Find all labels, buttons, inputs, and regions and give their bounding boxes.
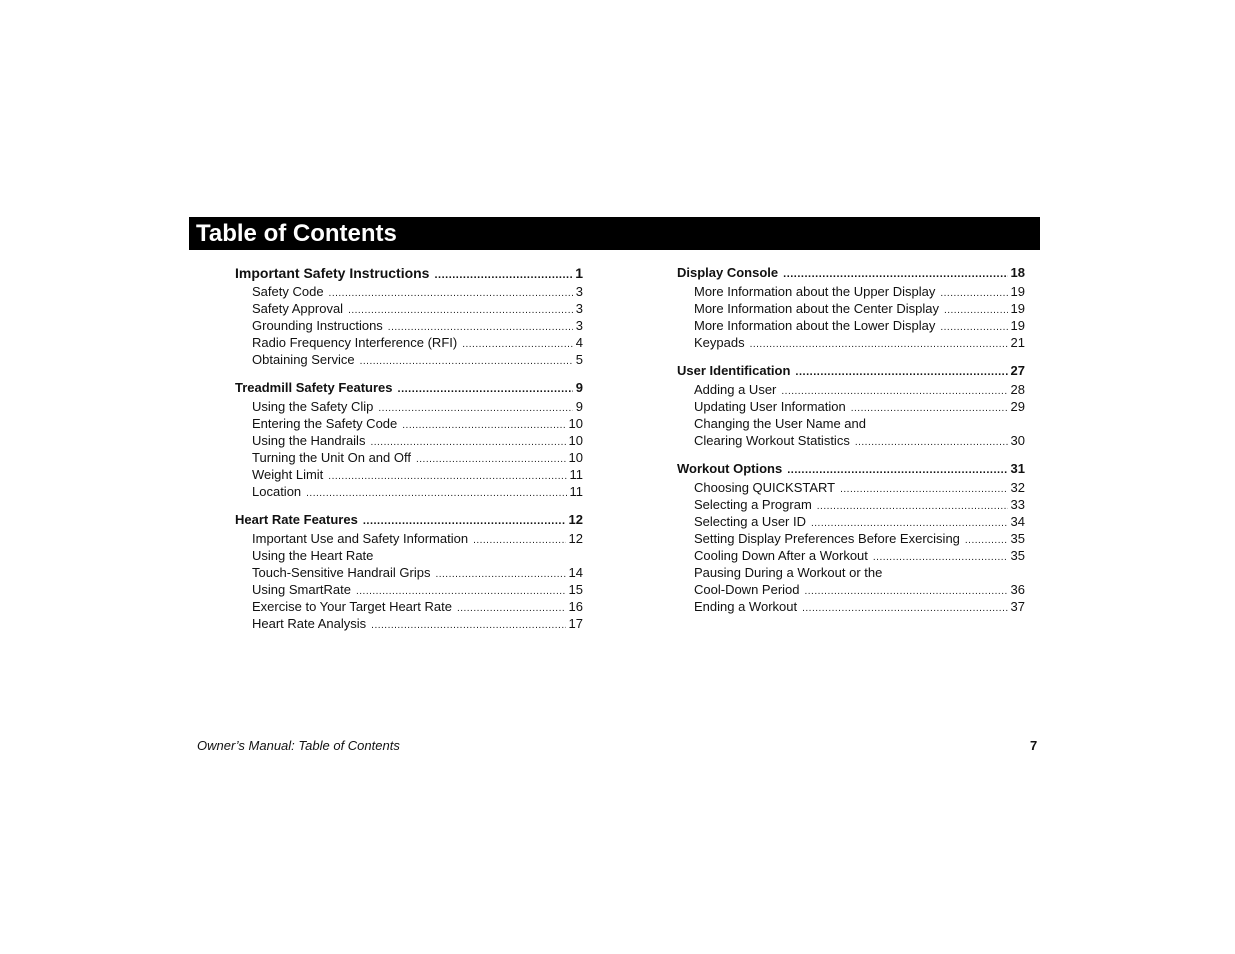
- dot-leader: [328, 468, 566, 485]
- entry-title: Heart Rate Analysis: [252, 616, 367, 631]
- toc-entry[interactable]: [677, 300, 1025, 317]
- toc-entry[interactable]: [677, 513, 1025, 530]
- toc-section-heading[interactable]: [677, 361, 1025, 381]
- footer-title: Owner’s Manual: Table of Contents: [197, 738, 400, 753]
- toc-section-heading[interactable]: [235, 263, 583, 283]
- dot-leader: [378, 400, 572, 417]
- entry-page: 33: [1010, 497, 1025, 512]
- dot-leader: [371, 617, 565, 634]
- entry-title: Keypads: [694, 335, 745, 350]
- entry-title: More Information about the Upper Display: [694, 284, 936, 299]
- toc-entry-continued[interactable]: Using the Heart Rate: [252, 548, 374, 563]
- entry-page: 34: [1010, 514, 1025, 529]
- toc-entry[interactable]: [235, 317, 583, 334]
- entry-page: 15: [568, 582, 583, 597]
- dot-leader: [873, 549, 1008, 566]
- toc-entry[interactable]: [677, 530, 1025, 547]
- entry-page: 17: [568, 616, 583, 631]
- dot-leader: [398, 379, 573, 399]
- page-title: Table of Contents: [196, 220, 397, 247]
- dot-leader: [473, 532, 565, 549]
- toc-section: [235, 263, 583, 368]
- entry-page: 3: [575, 301, 583, 316]
- entry-title: Cooling Down After a Workout: [694, 548, 868, 563]
- toc-entry[interactable]: [235, 398, 583, 415]
- entry-title: Using the Safety Clip: [252, 399, 374, 414]
- section-page: 18: [1010, 265, 1025, 280]
- dot-leader: [944, 302, 1008, 319]
- entry-title: Updating User Information: [694, 399, 846, 414]
- toc-section: [235, 378, 583, 500]
- dot-leader: [855, 434, 1008, 451]
- toc-title-bar: [189, 217, 1040, 250]
- dot-leader: [940, 285, 1007, 302]
- section-title: Important Safety Instructions: [235, 265, 430, 281]
- toc-entry[interactable]: [235, 483, 583, 500]
- toc-entry[interactable]: [235, 530, 583, 547]
- entry-title: Important Use and Safety Information: [252, 531, 469, 546]
- toc-left-column: [235, 263, 583, 642]
- toc-section: [677, 361, 1025, 449]
- dot-leader: [434, 265, 572, 285]
- toc-entry-continued[interactable]: Pausing During a Workout or the: [694, 565, 883, 580]
- entry-page: 3: [575, 284, 583, 299]
- toc-section-heading[interactable]: [235, 510, 583, 530]
- section-page: 9: [575, 380, 583, 395]
- toc-entry[interactable]: [235, 466, 583, 483]
- entry-title: Safety Approval: [252, 301, 344, 316]
- dot-leader: [435, 566, 565, 583]
- toc-entry[interactable]: [677, 317, 1025, 334]
- entry-page: 4: [575, 335, 583, 350]
- entry-page: 11: [569, 484, 583, 499]
- toc-section: [677, 263, 1025, 351]
- toc-entry[interactable]: [677, 283, 1025, 300]
- dot-leader: [402, 417, 565, 434]
- toc-section: [235, 510, 583, 632]
- toc-entry[interactable]: [235, 300, 583, 317]
- dot-leader: [851, 400, 1008, 417]
- dot-leader: [965, 532, 1008, 549]
- toc-entry[interactable]: [677, 432, 1025, 449]
- dot-leader: [416, 451, 566, 468]
- page-number: 7: [1030, 738, 1038, 753]
- entry-title: Exercise to Your Target Heart Rate: [252, 599, 452, 614]
- entry-title: Ending a Workout: [694, 599, 798, 614]
- entry-page: 19: [1010, 284, 1025, 299]
- entry-title: Clearing Workout Statistics: [694, 433, 850, 448]
- section-title: Heart Rate Features: [235, 512, 358, 527]
- dot-leader: [457, 600, 566, 617]
- dot-leader: [783, 264, 1007, 284]
- entry-title: Safety Code: [252, 284, 324, 299]
- entry-page: 12: [568, 531, 583, 546]
- dot-leader: [805, 583, 1008, 600]
- toc-entry[interactable]: [235, 449, 583, 466]
- dot-leader: [817, 498, 1008, 515]
- toc-entry-continued[interactable]: Changing the User Name and: [694, 416, 866, 431]
- toc-section-heading[interactable]: [235, 378, 583, 398]
- toc-entry[interactable]: [235, 415, 583, 432]
- entry-title: Using SmartRate: [252, 582, 351, 597]
- entry-page: 35: [1010, 548, 1025, 563]
- dot-leader: [840, 481, 1007, 498]
- entry-title: Selecting a Program: [694, 497, 812, 512]
- toc-entry[interactable]: [235, 598, 583, 615]
- section-title: Workout Options: [677, 461, 783, 476]
- entry-title: Radio Frequency Interference (RFI): [252, 335, 458, 350]
- entry-page: 19: [1010, 301, 1025, 316]
- toc-entry[interactable]: [677, 398, 1025, 415]
- entry-title: Using the Handrails: [252, 433, 366, 448]
- entry-title: Grounding Instructions: [252, 318, 383, 333]
- toc-entry[interactable]: [677, 547, 1025, 564]
- entry-page: 10: [568, 450, 583, 465]
- entry-page: 29: [1010, 399, 1025, 414]
- dot-leader: [940, 319, 1007, 336]
- entry-page: 28: [1010, 382, 1025, 397]
- dot-leader: [750, 336, 1008, 353]
- section-page: 12: [568, 512, 583, 527]
- entry-page: 9: [575, 399, 583, 414]
- dot-leader: [306, 485, 566, 502]
- toc-entry[interactable]: [677, 334, 1025, 351]
- toc-entry[interactable]: [235, 581, 583, 598]
- dot-leader: [802, 600, 1007, 617]
- toc-entry[interactable]: [677, 496, 1025, 513]
- section-page: 31: [1010, 461, 1025, 476]
- toc-section: [677, 459, 1025, 615]
- entry-title: Location: [252, 484, 302, 499]
- entry-title: Choosing QUICKSTART: [694, 480, 836, 495]
- entry-page: 19: [1010, 318, 1025, 333]
- toc-entry[interactable]: [677, 381, 1025, 398]
- section-title: Display Console: [677, 265, 779, 280]
- entry-page: 10: [568, 433, 583, 448]
- toc-section-heading[interactable]: [677, 263, 1025, 283]
- entry-title: Selecting a User ID: [694, 514, 806, 529]
- entry-title: Entering the Safety Code: [252, 416, 398, 431]
- toc-entry[interactable]: [677, 598, 1025, 615]
- toc-entry[interactable]: [235, 615, 583, 632]
- toc-entry[interactable]: [235, 351, 583, 368]
- dot-leader: [787, 460, 1007, 480]
- section-title: User Identification: [677, 363, 791, 378]
- entry-title: Adding a User: [694, 382, 777, 397]
- entry-page: 37: [1010, 599, 1025, 614]
- entry-title: Cool-Down Period: [694, 582, 800, 597]
- entry-page: 21: [1010, 335, 1025, 350]
- entry-title: More Information about the Center Display: [694, 301, 939, 316]
- entry-page: 16: [568, 599, 583, 614]
- section-page: 27: [1010, 363, 1025, 378]
- entry-title: More Information about the Lower Display: [694, 318, 936, 333]
- entry-title: Obtaining Service: [252, 352, 355, 367]
- dot-leader: [795, 362, 1007, 382]
- entry-page: 11: [569, 467, 583, 482]
- entry-page: 14: [568, 565, 583, 580]
- toc-entry[interactable]: [677, 581, 1025, 598]
- dot-leader: [329, 285, 573, 302]
- section-page: 1: [575, 265, 583, 281]
- toc-entry[interactable]: [235, 564, 583, 581]
- toc-entry[interactable]: [235, 283, 583, 300]
- entry-title: Weight Limit: [252, 467, 324, 482]
- entry-page: 35: [1010, 531, 1025, 546]
- toc-entry[interactable]: [235, 334, 583, 351]
- entry-title: Turning the Unit On and Off: [252, 450, 411, 465]
- dot-leader: [360, 353, 573, 370]
- dot-leader: [363, 511, 566, 531]
- toc-right-column: [677, 263, 1025, 625]
- entry-page: 36: [1010, 582, 1025, 597]
- section-title: Treadmill Safety Features: [235, 380, 393, 395]
- entry-page: 3: [575, 318, 583, 333]
- entry-page: 5: [575, 352, 583, 367]
- entry-page: 30: [1010, 433, 1025, 448]
- entry-page: 10: [568, 416, 583, 431]
- entry-title: Setting Display Preferences Before Exercising: [694, 531, 960, 546]
- entry-page: 32: [1010, 480, 1025, 495]
- entry-title: Touch-Sensitive Handrail Grips: [252, 565, 431, 580]
- toc-section-heading[interactable]: [677, 459, 1025, 479]
- toc-entry[interactable]: [677, 479, 1025, 496]
- toc-entry[interactable]: [235, 432, 583, 449]
- dot-leader: [462, 336, 573, 353]
